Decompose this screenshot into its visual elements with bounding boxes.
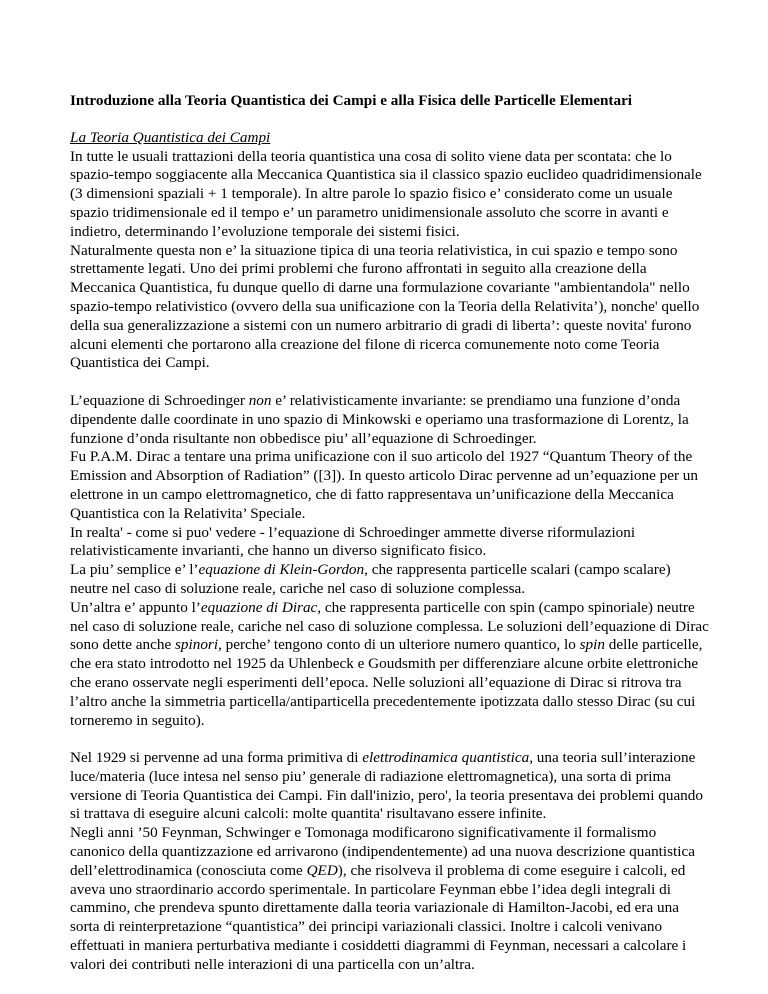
emphasis-text: equazione di Dirac (200, 598, 318, 616)
text-run: Negli anni ’50 Feynman, Schwinger e Tomonaga modificarono significativamente il formalismo canonico della quantizzazione ed arrivarono (indipendentemente) ad una nuova descrizione quantistica dell’elettrodinamica (conosciuta come (70, 824, 695, 879)
paragraph-2-sentence-b: Fu P.A.M. Dirac a tentare una prima unificazione con il suo articolo del 1927 “Quantum Theory of the Emission and Absorption of Radiation” ([3]). In questo articolo Dirac pervenne ad un’equazione per un elettrone in un campo elettromagnetico, che di fatto rappresentava un’unificazione della Meccanica Quantistica con la Relativita’ Speciale. (70, 448, 698, 522)
text-run: delle particelle, che era stato introdotto nel 1925 da Uhlenbeck e Goudsmith per differenziare alcune orbite elettroniche che erano osservate negli esperimenti dell’epoca. Nelle soluzioni all’equazione di Dirac si ritrova tra l’altro anche la simmetria particella/antiparticella precedentemente ipotizzata dallo stesso Dirac (su cui torneremo in seguito). (70, 636, 703, 729)
text-run: Un’altra e’ appunto l’ (70, 598, 201, 616)
text-run: , una teoria sull’interazione luce/materia (luce intesa nel senso piu’ generale di radiazione elettromagnetica), una sorta di prima versione di Teoria Quantistica dei Campi. Fin dall'inizio, pero', la teoria presentava dei problemi quando si trattava di eseguire alcuni calcoli: molte quantita' risultavano essere infinite. (70, 749, 703, 823)
text-run: Nel 1929 si pervenne ad una forma primitiva di (70, 749, 363, 767)
paragraph-2-sentence-e (70, 599, 710, 731)
emphasis-text: spin (579, 636, 605, 654)
paragraph-1 (70, 148, 710, 374)
text-run: e’ relativisticamente invariante: se prendiamo una funzione d’onda dipendente dalle coordinate in uno spazio di Minkowski e operiamo una trasformazione di Lorentz, la funzione d’onda risultante non obbedisce piu’ all’equazione di Schroedinger. (70, 391, 689, 447)
paragraph-1-sentence-a: In tutte le usuali trattazioni della teoria quantistica una cosa di solito viene data per scontata: che lo spazio-tempo soggiacente alla Meccanica Quantistica sia il classico spazio euclideo quadridimensionale (3 dimensioni spaziali + 1 temporale). In altre parole lo spazio fisico e’ considerato come un usuale spazio tridimensionale ed il tempo e’ un parametro unidimensionale assoluto che scorre in avanti e indietro, determinando l’evoluzione temporale dei sistemi fisici. (70, 147, 702, 240)
paragraph-2-sentence-a (70, 392, 710, 448)
paragraph-2 (70, 392, 710, 730)
paragraph-3-sentence-a (70, 749, 710, 824)
document-page (70, 92, 710, 993)
emphasis-text: equazione di Klein-Gordon (198, 561, 365, 579)
section-heading: La Teoria Quantistica dei Campi (70, 128, 271, 146)
paragraph-1-sentence-b: Naturalmente questa non e’ la situazione tipica di una teoria relativistica, in cui spazio e tempo sono strettamente legati. Uno dei primi problemi che furono affrontati in seguito alla creazione della Meccanica Quantistica, fu dunque quello di darne una formulazione covariante "ambientandola" nello spazio-tempo relativistico (ovvero della sua unificazione con la Teoria della Relativita’), nonche' quello della sua generalizzazione a sistemi con un numero arbitrario di gradi di liberta’: queste novita' furono alcuni elementi che portarono alla creazione del filone di ricerca comunemente noto come Teoria Quantistica dei Campi. (70, 241, 700, 372)
text-run: L’equazione di Schroedinger (70, 391, 249, 409)
emphasis-text: QED (306, 861, 338, 879)
paragraph-2-sentence-d (70, 561, 710, 599)
text-run: ), che risolveva il problema di come eseguire i calcoli, ed aveva uno straordinario accordo sperimentale. In particolare Feynman ebbe l’idea degli integrali di cammino, che prendeva spunto direttamente dalla teoria variazionale di Hamilton-Jacobi, ed era una sorta di reinterpretazione “quantistica” dei principi variazionali classici. Inoltre i calcoli venivano effettuati in maniera perturbativa mediante i cosiddetti diagrammi di Feynman, necessari a calcolare i valori dei contributi nelle interazioni di una particella con un’altra. (70, 861, 687, 973)
emphasis-text: non (248, 391, 272, 409)
text-run: , che rappresenta particelle scalari (campo scalare) neutre nel caso di soluzione reale, cariche nel caso di soluzione complessa. (70, 561, 671, 597)
emphasis-text: spinori (175, 636, 219, 654)
paragraph-3-sentence-b (70, 824, 710, 974)
emphasis-text: elettrodinamica quantistica (362, 749, 530, 767)
paragraph-2-sentence-c: In realta' - come si puo' vedere - l’equazione di Schroedinger ammette diverse riformulazioni relativisticamente invarianti, che hanno un diverso significato fisico. (70, 523, 636, 560)
text-run: , perche’ tengono conto di un ulteriore numero quantico, lo (218, 636, 580, 654)
text-run: La piu’ semplice e’ l’ (70, 561, 199, 579)
document-title: Introduzione alla Teoria Quantistica dei Campi e alla Fisica delle Particelle Elementari (70, 92, 633, 109)
paragraph-3 (70, 749, 710, 975)
text-run: , che rappresenta particelle con spin (campo spinoriale) neutre nel caso di soluzione reale, cariche nel caso di soluzione complessa. Le soluzioni dell’equazione di Dirac sono dette anche (70, 598, 709, 654)
